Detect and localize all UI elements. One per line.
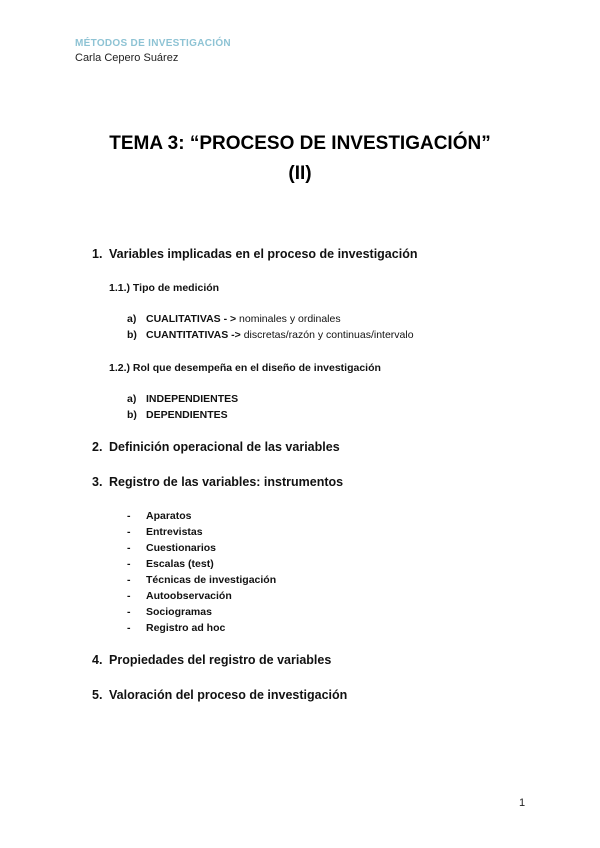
list-term: INDEPENDIENTES xyxy=(146,393,239,405)
instrument-item xyxy=(127,590,232,602)
dash-marker: - xyxy=(127,510,131,522)
section-number: 1. xyxy=(92,247,103,261)
document-title-line1: TEMA 3: “PROCESO DE INVESTIGACIÓN” xyxy=(109,133,491,154)
page-number: 1 xyxy=(519,797,526,809)
list-marker: a) xyxy=(127,393,137,405)
instrument-item xyxy=(127,558,214,570)
instrument-item xyxy=(127,606,212,618)
section-label: Propiedades del registro de variables xyxy=(109,653,332,667)
section-heading-3 xyxy=(92,475,343,489)
dash-marker: - xyxy=(127,526,131,538)
subsection-heading-1-2: 1.2.) Rol que desempeña en el diseño de investigación xyxy=(109,362,381,374)
section-label: Definición operacional de las variables xyxy=(109,440,340,454)
section-number: 2. xyxy=(92,440,103,454)
section-heading-5 xyxy=(92,688,347,702)
instrument-item xyxy=(127,526,203,538)
section-number: 3. xyxy=(92,475,103,489)
section-heading-2 xyxy=(92,440,340,454)
section-heading-4 xyxy=(92,653,331,667)
dash-marker: - xyxy=(127,622,131,634)
dash-marker: - xyxy=(127,590,131,602)
section-number: 5. xyxy=(92,688,103,702)
list-term: CUANTITATIVAS -> xyxy=(146,329,241,341)
instrument-item xyxy=(127,622,225,634)
list-marker: b) xyxy=(127,329,137,341)
list-item xyxy=(127,313,341,325)
list-marker: b) xyxy=(127,409,137,421)
instrument-label: Autoobservación xyxy=(146,590,232,602)
section-label: Registro de las variables: instrumentos xyxy=(109,475,344,489)
dash-marker: - xyxy=(127,542,131,554)
dash-marker: - xyxy=(127,574,131,586)
section-number: 4. xyxy=(92,653,103,667)
dash-marker: - xyxy=(127,606,131,618)
list-description: discretas/razón y continuas/intervalo xyxy=(240,329,414,341)
instrument-item xyxy=(127,510,192,522)
instrument-label: Registro ad hoc xyxy=(146,622,226,634)
course-header: MÉTODOS DE INVESTIGACIÓN xyxy=(75,38,231,49)
subsection-heading-1-1: 1.1.) Tipo de medición xyxy=(109,282,220,294)
instrument-item xyxy=(127,542,216,554)
instrument-label: Entrevistas xyxy=(146,526,203,538)
dash-marker: - xyxy=(127,558,131,570)
instrument-label: Sociogramas xyxy=(146,606,212,618)
list-term: DEPENDIENTES xyxy=(146,409,228,421)
section-label: Variables implicadas en el proceso de investigación xyxy=(109,247,418,261)
author-name: Carla Cepero Suárez xyxy=(75,52,179,64)
list-item xyxy=(127,409,228,421)
instrument-label: Aparatos xyxy=(146,510,192,522)
list-description: nominales y ordinales xyxy=(236,313,341,325)
instrument-item xyxy=(127,574,276,586)
document-title-line2: (II) xyxy=(288,163,312,184)
section-label: Valoración del proceso de investigación xyxy=(109,688,348,702)
instrument-label: Escalas (test) xyxy=(146,558,214,570)
list-marker: a) xyxy=(127,313,137,325)
instrument-label: Técnicas de investigación xyxy=(146,574,277,586)
section-heading-1 xyxy=(92,247,417,261)
list-item xyxy=(127,329,414,341)
instrument-label: Cuestionarios xyxy=(146,542,217,554)
list-term: CUALITATIVAS - > xyxy=(146,313,237,325)
list-item xyxy=(127,393,238,405)
